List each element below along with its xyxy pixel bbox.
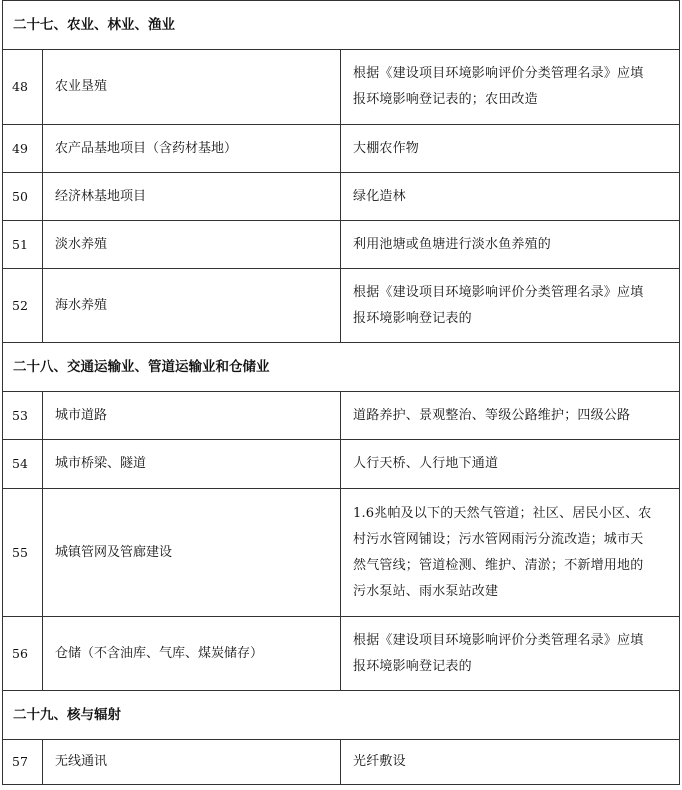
project-scope — [341, 50, 680, 125]
table-row — [3, 50, 680, 125]
scope-text-line: 大棚农作物 — [353, 140, 420, 156]
project-name: 城市道路 — [43, 392, 341, 440]
section-header-row — [3, 1, 680, 50]
scope-text-line: 村污水管网铺设；污水管网雨污分流改造；城市天 — [353, 531, 644, 547]
scope-text-line: 绿化造林 — [353, 188, 406, 204]
scope-text-line: 根据《建设项目环境影响评价分类管理名录》应填 — [353, 632, 644, 648]
project-name: 农产品基地项目（含药材基地） — [43, 125, 341, 173]
row-number: 53 — [3, 392, 43, 440]
table-row — [3, 392, 680, 440]
table-row — [3, 617, 680, 691]
table-row — [3, 125, 680, 173]
scope-text-line: 报环境影响登记表的 — [353, 658, 472, 674]
row-number: 50 — [3, 173, 43, 221]
project-scope — [341, 125, 680, 173]
section-title: 二十七、农业、林业、渔业 — [3, 1, 680, 50]
project-name: 城镇管网及管廊建设 — [43, 489, 341, 617]
project-name: 经济林基地项目 — [43, 173, 341, 221]
row-number: 52 — [3, 269, 43, 343]
section-header-row — [3, 343, 680, 392]
project-name: 仓储（不含油库、气库、煤炭储存） — [43, 617, 341, 691]
project-scope — [341, 173, 680, 221]
table-row — [3, 269, 680, 343]
row-number: 48 — [3, 50, 43, 125]
table-row — [3, 221, 680, 269]
row-number: 56 — [3, 617, 43, 691]
row-number: 54 — [3, 440, 43, 489]
scope-text-line: 1.6兆帕及以下的天然气管道；社区、居民小区、农 — [353, 505, 652, 521]
scope-text-line: 人行天桥、人行地下通道 — [353, 456, 499, 471]
project-name: 农业垦殖 — [43, 50, 341, 125]
catalog-table — [2, 0, 680, 785]
project-scope — [341, 269, 680, 343]
project-scope — [341, 221, 680, 269]
section-title: 二十八、交通运输业、管道运输业和仓储业 — [3, 343, 680, 392]
section-header-row — [3, 691, 680, 740]
table-body — [3, 1, 680, 785]
row-number: 51 — [3, 221, 43, 269]
project-name: 淡水养殖 — [43, 221, 341, 269]
table-row — [3, 440, 680, 489]
project-name: 无线通讯 — [43, 740, 341, 785]
scope-text-line: 报环境影响登记表的；农田改造 — [353, 92, 538, 107]
table-row — [3, 489, 680, 617]
project-scope — [341, 617, 680, 691]
table-row — [3, 173, 680, 221]
project-name: 海水养殖 — [43, 269, 341, 343]
scope-text-line: 根据《建设项目环境影响评价分类管理名录》应填 — [353, 66, 644, 81]
row-number: 55 — [3, 489, 43, 617]
row-number: 57 — [3, 740, 43, 785]
table-row — [3, 740, 680, 785]
scope-text-line: 报环境影响登记表的 — [353, 310, 472, 326]
row-number: 49 — [3, 125, 43, 173]
project-scope — [341, 489, 680, 617]
project-scope — [341, 440, 680, 489]
scope-text-line: 道路养护、景观整治、等级公路维护；四级公路 — [353, 407, 631, 423]
scope-text-line: 污水泵站、雨水泵站改建 — [353, 583, 499, 599]
scope-text-line: 根据《建设项目环境影响评价分类管理名录》应填 — [353, 284, 644, 300]
scope-text-line: 光纤敷设 — [353, 754, 406, 769]
scope-text-line: 利用池塘或鱼塘进行淡水鱼养殖的 — [353, 236, 552, 252]
project-name: 城市桥梁、隧道 — [43, 440, 341, 489]
project-scope — [341, 740, 680, 785]
scope-text-line: 然气管线；管道检测、维护、清淤；不新增用地的 — [353, 557, 644, 573]
project-scope — [341, 392, 680, 440]
section-title: 二十九、核与辐射 — [3, 691, 680, 740]
